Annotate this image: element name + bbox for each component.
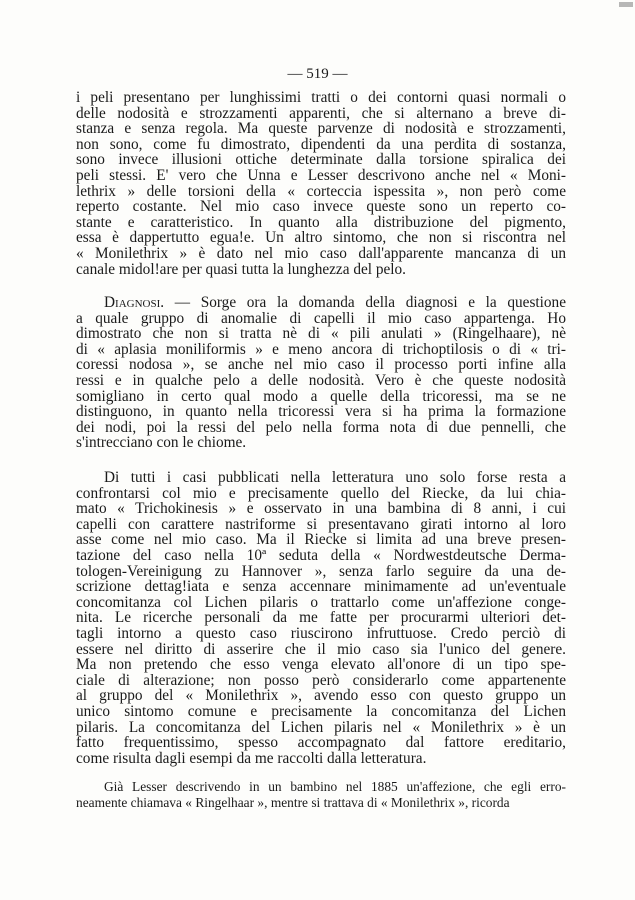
line-text: peli stessi. E' vero che Unna e Lesser descrivono anche nel « Moni-: [76, 167, 566, 184]
text-line: [76, 230, 566, 246]
text-line: [76, 735, 566, 751]
line-text: Ma non pretendo che esso venga elevato all'onore di un tipo spe-: [76, 656, 566, 674]
line-text: mato « Trichokinesis » e osservato in una bambina di 8 anni, i cui: [76, 500, 566, 518]
line-text: lethrix » delle torsioni della « corteccia ispessita », non però come: [76, 182, 566, 200]
line-text: dimostrato che non si tratta nè di « pili anulati » (Ringelhaare), nè: [76, 325, 566, 343]
line-text: distinguono, in quanto nella tricoressi vera si ha prima la formazione: [76, 403, 566, 421]
line-text: somigliano in certo qual modo a quelle della tricoressi, ma se ne: [76, 387, 566, 405]
text-line: [76, 246, 566, 262]
line-text: neamente chiamava « Ringelhaar », mentre si trattava di « Monilethrix », ricorda: [76, 795, 510, 810]
line-text: fatto frequentissimo, spesso accompagnato dal fattore ereditario,: [76, 734, 566, 752]
text-line: [76, 90, 566, 106]
line-text: asse come nel mio caso. Ma il Riecke si limita ad una breve presen-: [76, 531, 566, 549]
text-line: [76, 373, 566, 389]
line-text: Già Lesser descrivendo in un bambino nel 1885 un'affezione, che egli erro-: [104, 779, 566, 794]
text-line: [76, 595, 566, 611]
text-line: [76, 152, 566, 168]
text-line: [76, 342, 566, 358]
text-line: [76, 657, 566, 673]
line-text: tagli intorno a questo caso riuscirono infruttuose. Credo perciò di: [76, 625, 566, 642]
line-text: non sono, come fu dimostrato, dipendenti da una perdita di sostanza,: [76, 135, 566, 153]
line-text: a quale gruppo di anomalie di capelli il mio caso appartenga. Ho: [76, 309, 566, 327]
line-text: i peli presentano per lunghissimi tratti o dei contorni quasi normali o: [76, 89, 566, 106]
line-text: — Sorge ora la domanda della diagnosi e la questione: [164, 294, 566, 311]
text-line: [76, 262, 566, 278]
text-line: [104, 470, 566, 486]
text-line: [76, 326, 566, 342]
text-line: [76, 168, 566, 184]
text-line: [76, 548, 566, 564]
line-text: tazione del caso nella 10ª seduta della « Nordwestdeutsche Derma-: [76, 547, 566, 564]
line-text: s'intrecciano con le chiome.: [76, 434, 247, 452]
line-text: stanza e senza regola. Ma queste parvenze di nodosità e strozzamenti,: [76, 120, 566, 138]
scan-edge-mark: [619, 2, 633, 7]
line-text: « Monilethrix » è dato nel mio caso dall'apparente mancanza di un: [76, 245, 566, 262]
text-line: [76, 642, 566, 658]
text-line: [76, 517, 566, 533]
line-text: concomitanza col Lichen pilaris o trattarlo come un'affezione conge-: [76, 593, 566, 611]
text-line: [76, 106, 566, 122]
text-line: [76, 435, 566, 451]
line-text: delle nodosità e strozzamenti apparenti, che si alternano a breve di-: [76, 104, 566, 122]
page-number: — 519 —: [287, 66, 348, 82]
line-text: nita. Le ricerche personali da me fatte per procurarmi ulteriori det-: [76, 609, 566, 627]
text-line: [76, 199, 566, 215]
line-text: dei nodi, poi la ressi del pelo nella forma nota di due pennelli, che: [76, 418, 566, 436]
text-line: [76, 215, 566, 231]
text-line: [76, 121, 566, 137]
text-line: [76, 389, 566, 405]
line-text: di « aplasia moniliformis » e meno ancora di trichoptilosis o di « tri-: [76, 340, 566, 358]
line-text: unico sintomo comune e precisamente la concomitanza del Lichen: [76, 703, 566, 720]
line-text: al gruppo del « Monilethrix », avendo esso con questo gruppo un: [76, 687, 566, 705]
line-text: essa è dappertutto egua!e. Un altro sintomo, che non si riscontra nel: [76, 229, 566, 247]
text-line: [76, 751, 566, 767]
text-line: [104, 295, 566, 311]
line-text: essere nel diritto di asserire che il mio caso sia l'unico del genere.: [76, 640, 566, 658]
text-line: [76, 610, 566, 626]
line-text: sono invece illusioni ottiche determinate dalla torsione spiralica dei: [76, 151, 566, 169]
line-text: stante e caratteristico. In quanto alla distribuzione del pigmento,: [76, 213, 566, 231]
text-line: [104, 779, 566, 795]
text-line: [76, 420, 566, 436]
line-text: pilaris. La concomitanza del Lichen pilaris nel « Monilethrix » è un: [76, 718, 566, 736]
text-line: [76, 137, 566, 153]
text-line: [76, 501, 566, 517]
line-text: scrizione dettag!iata e senza accennare minimamente ad un'eventuale: [76, 578, 566, 596]
line-text: reperto costante. Nel mio caso invece queste sono un reperto co-: [76, 198, 566, 216]
text-line: [76, 673, 566, 689]
text-line: [76, 357, 566, 373]
text-line: [76, 404, 566, 420]
line-text: Di tutti i casi pubblicati nella letteratura uno solo forse resta a: [104, 469, 566, 486]
text-line: [76, 795, 566, 811]
text-line: [76, 486, 566, 502]
text-line: [76, 688, 566, 704]
line-text: ciale di alterazione; non posso però considerarlo come appartenente: [76, 671, 566, 689]
line-text: ressi e in qualche pelo a delle nodosità. Vero è che queste nodosità: [76, 372, 566, 389]
text-line: [76, 564, 566, 580]
line-text: canale midol!are per quasi tutta la lunghezza del pelo.: [76, 260, 407, 278]
text-line: [76, 184, 566, 200]
line-text: tologen-Vereinigung zu Hannover », senza farlo seguire da una de-: [76, 562, 566, 580]
line-text: confrontarsi col mio e precisamente quello del Riecke, da lui chia-: [76, 484, 566, 502]
text-line: [76, 532, 566, 548]
line-text: come risulta dagli esempi da me raccolti dalla letteratura.: [76, 749, 427, 767]
text-line: [76, 704, 566, 720]
text-line: [76, 579, 566, 595]
text-line: [76, 311, 566, 327]
text-line: [76, 626, 566, 642]
line-text: coressi nodosa », se anche nel mio caso il processo porti infine alla: [76, 356, 566, 374]
text-line: [76, 720, 566, 736]
line-text: capelli con carattere nastriforme si presentavano girati intorno al loro: [76, 515, 566, 533]
section-heading: Diagnosi.: [104, 294, 165, 311]
